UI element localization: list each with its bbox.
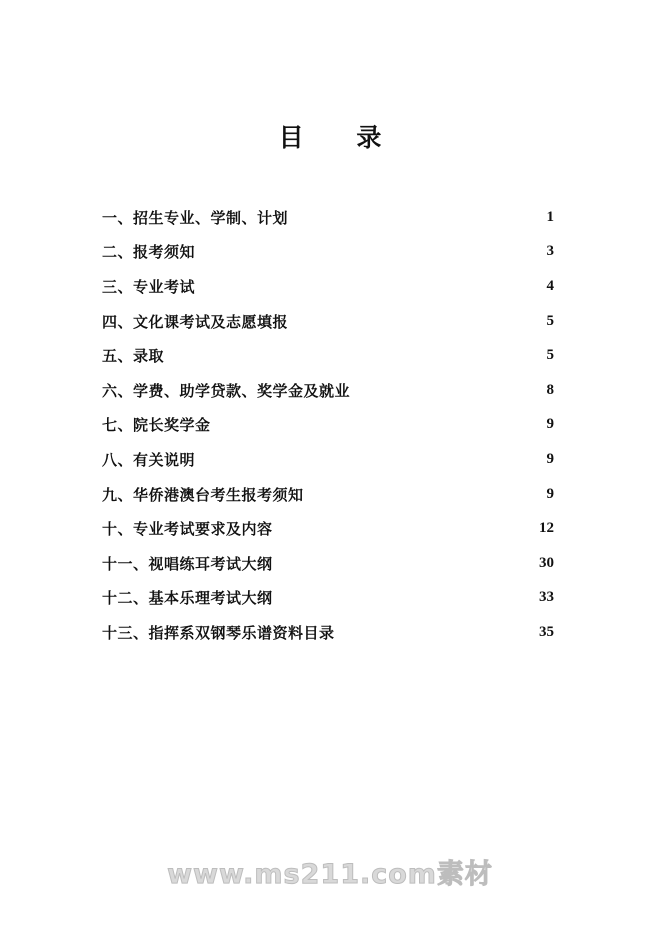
toc-entry-7[interactable] <box>102 408 554 443</box>
toc-entry-label: 三、专业考试 <box>102 277 196 296</box>
toc-entry-11[interactable] <box>102 546 554 581</box>
toc-entry-page: 12 <box>539 520 554 537</box>
toc-entry-page: 35 <box>539 623 554 640</box>
toc-entry-page: 5 <box>546 312 554 329</box>
toc-entry-12[interactable] <box>102 581 554 616</box>
toc-entry-page: 8 <box>546 381 554 398</box>
toc-entry-label: 十三、指挥系双钢琴乐谱资料目录 <box>102 623 335 642</box>
toc-entry-5[interactable] <box>102 338 554 373</box>
toc-entry-page: 1 <box>546 208 554 225</box>
watermark: www.ms211.com素材 <box>167 859 493 890</box>
toc-entry-page: 30 <box>539 554 554 571</box>
toc-entry-page: 3 <box>546 243 554 260</box>
toc-entry-10[interactable] <box>102 511 554 546</box>
toc-entry-page: 9 <box>546 416 554 433</box>
toc-entry-label: 六、学费、助学贷款、奖学金及就业 <box>102 381 351 400</box>
toc-entry-2[interactable] <box>102 235 554 270</box>
toc-entry-label: 二、报考须知 <box>102 243 196 262</box>
table-of-contents <box>102 200 554 650</box>
toc-entry-label: 四、文化课考试及志愿填报 <box>102 312 289 331</box>
toc-entry-label: 八、有关说明 <box>102 450 196 469</box>
toc-entry-13[interactable] <box>102 615 554 650</box>
toc-entry-label: 九、华侨港澳台考生报考须知 <box>102 485 304 504</box>
toc-entry-page: 33 <box>539 589 554 606</box>
toc-entry-label: 七、院长奖学金 <box>102 416 211 435</box>
toc-entry-4[interactable] <box>102 304 554 339</box>
toc-entry-1[interactable] <box>102 200 554 235</box>
toc-entry-6[interactable] <box>102 373 554 408</box>
toc-entry-page: 9 <box>546 450 554 467</box>
toc-entry-label: 一、招生专业、学制、计划 <box>102 208 289 227</box>
toc-entry-9[interactable] <box>102 477 554 512</box>
toc-entry-8[interactable] <box>102 442 554 477</box>
toc-entry-page: 4 <box>546 277 554 294</box>
toc-entry-page: 9 <box>546 485 554 502</box>
toc-entry-3[interactable] <box>102 269 554 304</box>
toc-entry-label: 十一、视唱练耳考试大纲 <box>102 554 273 573</box>
toc-entry-page: 5 <box>546 347 554 364</box>
toc-entry-label: 十二、基本乐理考试大纲 <box>102 589 273 608</box>
page-title: 目 录 <box>278 123 404 152</box>
toc-entry-label: 十、专业考试要求及内容 <box>102 520 273 539</box>
toc-entry-label: 五、录取 <box>102 347 165 366</box>
